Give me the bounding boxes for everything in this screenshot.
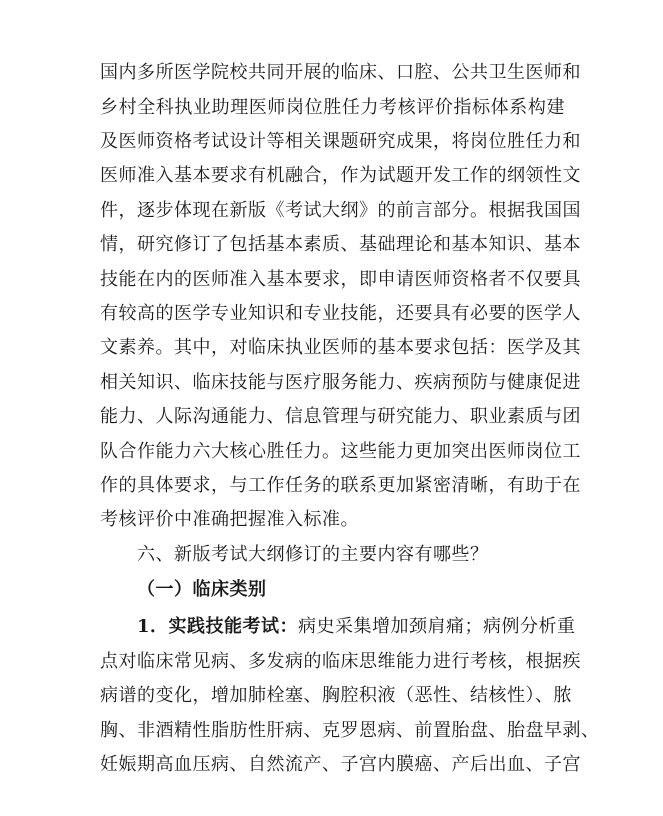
paragraph-line: 国内多所医学院校共同开展的临床、口腔、公共卫生医师和 [100, 62, 581, 83]
paragraph-line: 乡村全科执业助理医师岗位胜任力考核评价指标体系构建 [100, 97, 565, 118]
paragraph-line: 文素养。其中，对临床执业医师的基本要求包括：医学及其 [100, 337, 581, 358]
paragraph-line: 作的具体要求，与工作任务的联系更加紧密清晰，有助于在 [100, 475, 581, 496]
item1-text: 病史采集增加颈肩痛；病例分析重 [298, 616, 576, 637]
item1-line: 胸、非酒精性脂肪性肝病、克罗恩病、前置胎盘、胎盘早剥、 [100, 720, 600, 741]
paragraph-line: 件，逐步体现在新版《考试大纲》的前言部分。根据我国国 [100, 200, 581, 221]
paragraph-line: 考核评价中准确把握准入标准。 [100, 509, 359, 530]
paragraph-line: 技能在内的医师准入基本要求，即申请医师资格者不仅要具 [100, 269, 581, 290]
subsection-heading: （一）临床类别 [137, 579, 267, 600]
section-heading: 六、新版考试大纲修订的主要内容有哪些？ [137, 544, 489, 565]
item1-line: 病谱的变化，增加肺栓塞、胸腔积液（恶性、结核性）、脓 [100, 685, 572, 706]
paragraph-line: 队合作能力六大核心胜任力。这些能力更加突出医师岗位工 [100, 441, 581, 462]
paragraph-line: 情，研究修订了包括基本素质、基础理论和基本知识、基本 [100, 234, 581, 255]
item1-line: 妊娠期高血压病、自然流产、子宫内膜癌、产后出血、子宫 [100, 754, 581, 775]
paragraph-line: 医师准入基本要求有机融合，作为试题开发工作的纲领性文 [100, 165, 581, 186]
item1-first-line [137, 612, 576, 642]
paragraph-line: 能力、人际沟通能力、信息管理与研究能力、职业素质与团 [100, 406, 581, 427]
paragraph-line: 及医师资格考试设计等相关课题研究成果，将岗位胜任力和 [100, 131, 581, 152]
paragraph-line: 有较高的医学专业知识和专业技能，还要具有必要的医学人 [100, 303, 581, 324]
paragraph-line: 相关知识、临床技能与医疗服务能力、疾病预防与健康促进 [100, 372, 581, 393]
item1-line: 点对临床常见病、多发病的临床思维能力进行考核，根据疾 [100, 651, 581, 672]
item1-label: 1．实践技能考试： [137, 616, 299, 637]
